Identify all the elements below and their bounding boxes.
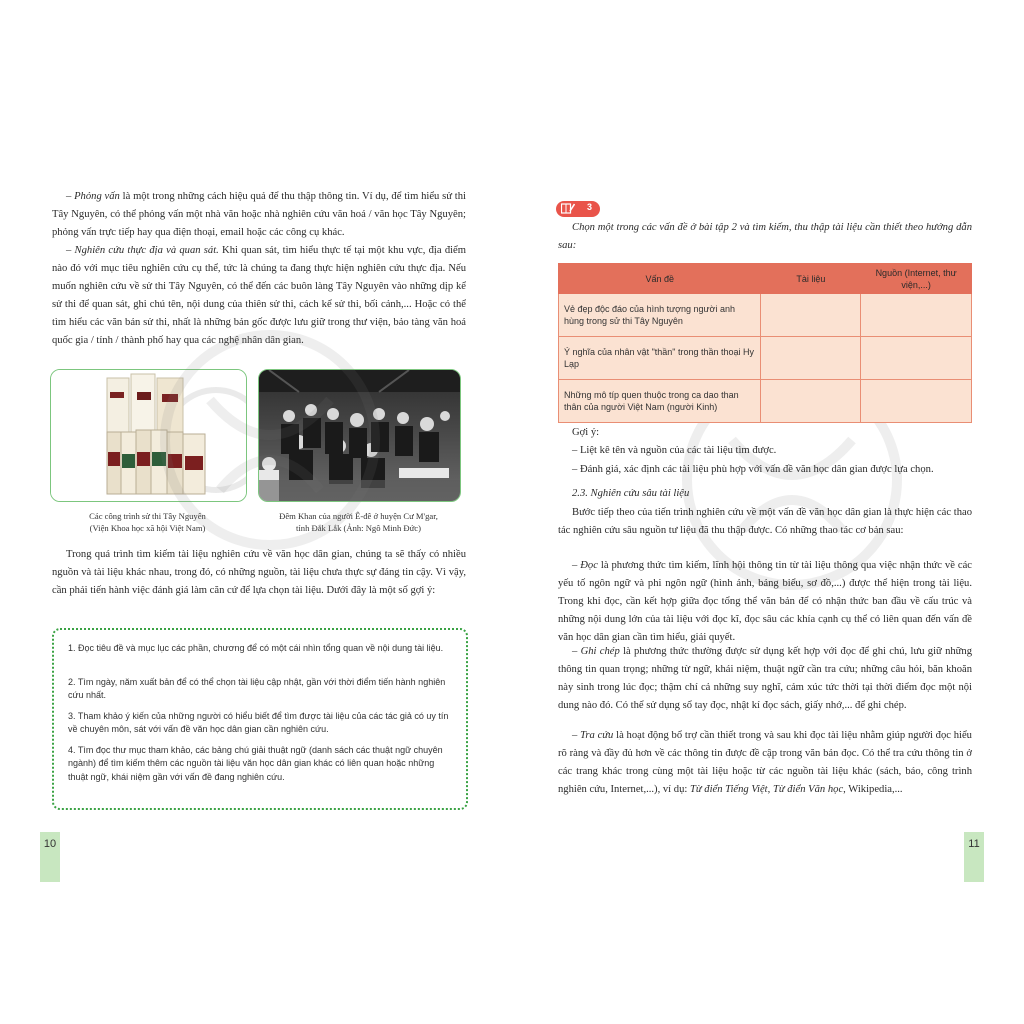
- research-table: [558, 263, 972, 423]
- table-cell: [761, 380, 861, 423]
- table-cell: [861, 337, 972, 380]
- lookup-example-1: Từ điển Tiếng Việt,: [689, 784, 771, 795]
- table-cell: Ý nghĩa của nhân vật "thần" trong thần thoại Hy Lạp: [559, 337, 761, 380]
- page-number-tab: [40, 832, 60, 882]
- table-row: [559, 380, 972, 423]
- suggestion-item: 3. Tham khảo ý kiến của những người có hiểu biết để tìm được tài liệu của các tác giả có uy tín về chuyên môn, sát với vấn đề văn học dân gian cần nghiên cứu.: [68, 711, 449, 735]
- epic-books-caption-line1: Các công trình sử thi Tây Nguyên: [89, 511, 206, 521]
- fieldwork-term: – Nghiên cứu thực địa và quan sát.: [66, 245, 219, 256]
- hint-item: – Đánh giá, xác định các tài liệu phù hợp với vấn đề văn học dân gian được lựa chọn.: [572, 464, 934, 475]
- notetaking-text: là phương thức thường được sử dụng kết hợp với đọc để ghi chú, lưu giữ những thông tin quan trọng; những từ ngữ, khái niệm, thuật ngữ cần tra cứu; những câu hỏi, băn khoăn này sinh trong lúc đọc; thậm chí cả những suy nghĩ, cảm xúc tức thời tại thời điểm đọc một nội dung nào đó. Có thể sử dụng sổ tay đọc, nhật kí đọc sách, giấy nhớ,... để ghi chép.: [558, 646, 973, 711]
- exercise-task-text: Chọn một trong các vấn đề ở bài tập 2 và tìm kiếm, thu thập tài liệu cần thiết theo hướng dẫn sau:: [558, 222, 972, 251]
- notetaking-paragraph: [558, 643, 972, 715]
- khan-night-caption-line1: Đêm Khan của người Ê-đê ở huyện Cư M'gar,: [279, 511, 438, 521]
- table-header: Vấn đề: [559, 264, 761, 294]
- book-pencil-icon: [561, 203, 575, 214]
- section-heading: [572, 485, 972, 503]
- intro-paragraph: Bước tiếp theo của tiến trình nghiên cứu về một vấn đề văn học dân gian là thực hiện các thao tác nghiên cứu sâu nguồn tư liệu đã thu thập được. Có những thao tác cơ bản sau:: [558, 507, 972, 536]
- exercise-number: 3: [587, 202, 593, 212]
- interview-term: – Phỏng vấn: [66, 191, 120, 202]
- hint-title: Gợi ý:: [572, 427, 600, 438]
- lookup-text: là hoạt động bổ trợ cần thiết trong và sau khi đọc tài liệu nhằm giúp người đọc hiểu rõ ràng và đầy đủ hơn về các thông tin được đề cập trong văn bản đọc. Có thể tra cứu thông tin ở các trang khác trong cùng một tài liệu hoặc từ các nguồn tài liệu khác (sách, báo, công trình nghiên cứu, Internet,...), ví dụ:: [558, 730, 972, 795]
- page-number-tab: [964, 832, 984, 882]
- table-header: Tài liệu: [761, 264, 861, 294]
- suggestion-item: 4. Tìm đọc thư mục tham khảo, các bảng chú giải thuật ngữ (danh sách các thuật ngữ chuyên ngành) để tìm kiếm thêm các nguồn tài liệu văn học dân gian khác có liên quan hoặc những thuật ngữ, khái niệm gần với vấn đề đang nghiên cứu.: [68, 745, 443, 782]
- reading-paragraph: [558, 557, 972, 647]
- section-heading-text: 2.3. Nghiên cứu sâu tài liệu: [572, 488, 690, 499]
- page-number: 11: [968, 838, 980, 850]
- table-cell: Vẻ đẹp độc đáo của hình tượng người anh hùng trong sử thi Tây Nguyên: [559, 294, 761, 337]
- epic-books-caption-line2: (Viện Khoa học xã hội Việt Nam): [89, 523, 206, 533]
- table-cell: Những mô típ quen thuộc trong ca dao than thân của người Việt Nam (người Kinh): [559, 380, 761, 423]
- table-cell: [761, 337, 861, 380]
- hint-item: – Liệt kê tên và nguồn của các tài liệu tìm được.: [572, 445, 777, 456]
- table-cell: [761, 294, 861, 337]
- suggestion-item: 1. Đọc tiêu đề và mục lục các phần, chương để có một cái nhìn tổng quan về nội dung tài liệu.: [68, 643, 444, 653]
- exercise-badge: [556, 201, 600, 217]
- exercise-task: [558, 219, 972, 255]
- lookup-example-2: Từ điển Văn học: [772, 784, 844, 795]
- table-header-row: [559, 264, 972, 294]
- interview-text: là một trong những cách hiệu quả để thu thập thông tin. Ví dụ, để tìm hiểu sử thi Tây Nguyên, có thể phỏng vấn một nhà văn hoặc nhà nghiên cứu văn hoá / văn học Tây Nguyên; phỏng vấn trực tiếp hay qua điện thoại, email hoặc các công cụ khác.: [52, 191, 466, 238]
- evaluation-paragraph: Trong quá trình tìm kiếm tài liệu nghiên cứu về văn học dân gian, chúng ta sẽ thấy có nhiều nguồn và tài liệu khác nhau, trong đó, có những nguồn, tài liệu chưa thực sự đáng tin cậy. Vì vậy, cần phải tiến hành việc đánh giá làm căn cứ để lựa chọn tài liệu. Dưới đây là một số gợi ý:: [52, 549, 466, 596]
- watermark-logo-icon: [150, 320, 390, 560]
- table-row: [559, 337, 972, 380]
- table-cell: [861, 380, 972, 423]
- table-header: Nguồn (Internet, thư viện,...): [861, 264, 972, 294]
- lookup-term: – Tra cứu: [572, 730, 614, 741]
- lookup-paragraph: [558, 727, 972, 799]
- interview-paragraph: [52, 188, 466, 242]
- lookup-end: , Wikipedia,...: [843, 784, 903, 795]
- notetaking-term: – Ghi chép: [572, 646, 620, 657]
- suggestion-box: [52, 628, 468, 810]
- table-row: [559, 294, 972, 337]
- fieldwork-text: Khi quan sát, tìm hiểu thực tế tại một khu vực, địa điểm nào đó với mục tiêu nghiên cứu cụ thể, tức là chúng ta đang thực hiện nghiên cứu thực địa. Nếu muốn nghiên cứu về sử thi Tây Nguyên, có thể đến các buôn làng Tây Nguyên vào những dịp kể sử thi để quan sát, ghi chú tên, nội dung của thiên sử thi, cách kể sử thi, bối cảnh,... Hoặc có thể tìm hiểu các văn bản sử thi, nhất là những bản gốc được lưu giữ trong thư viện, bảo tàng văn hoá quốc gia / tỉnh / thành phố hay qua các nghệ nhân dân gian.: [52, 245, 466, 346]
- page-number: 10: [43, 838, 57, 850]
- reading-term: – Đọc: [572, 560, 598, 571]
- khan-night-caption-line2: tỉnh Đắk Lắk (Ảnh: Ngô Minh Đức): [296, 523, 421, 533]
- table-cell: [861, 294, 972, 337]
- suggestion-item: 2. Tìm ngày, năm xuất bản để có thể chọn tài liệu cập nhật, gần với thời điểm tiến hành nghiên cứu nhất.: [68, 677, 446, 701]
- reading-text: là phương thức tìm kiếm, lĩnh hội thông tin từ tài liệu thông qua việc nhận thức về các yếu tố ngôn ngữ và phi ngôn ngữ (hình ảnh, bảng biểu, sơ đồ,...) được thể hiện trong tài liệu. Trong khi đọc, cần kết hợp giữa đọc tổng thể văn bản để có nhận thức ban đầu về cấu trúc và những nội dung lớn của tài liệu với đọc kĩ, đọc sâu các khía cạnh cụ thể có liên quan đến vấn đề văn học dân gian cần tìm hiểu, giải quyết.: [558, 560, 972, 643]
